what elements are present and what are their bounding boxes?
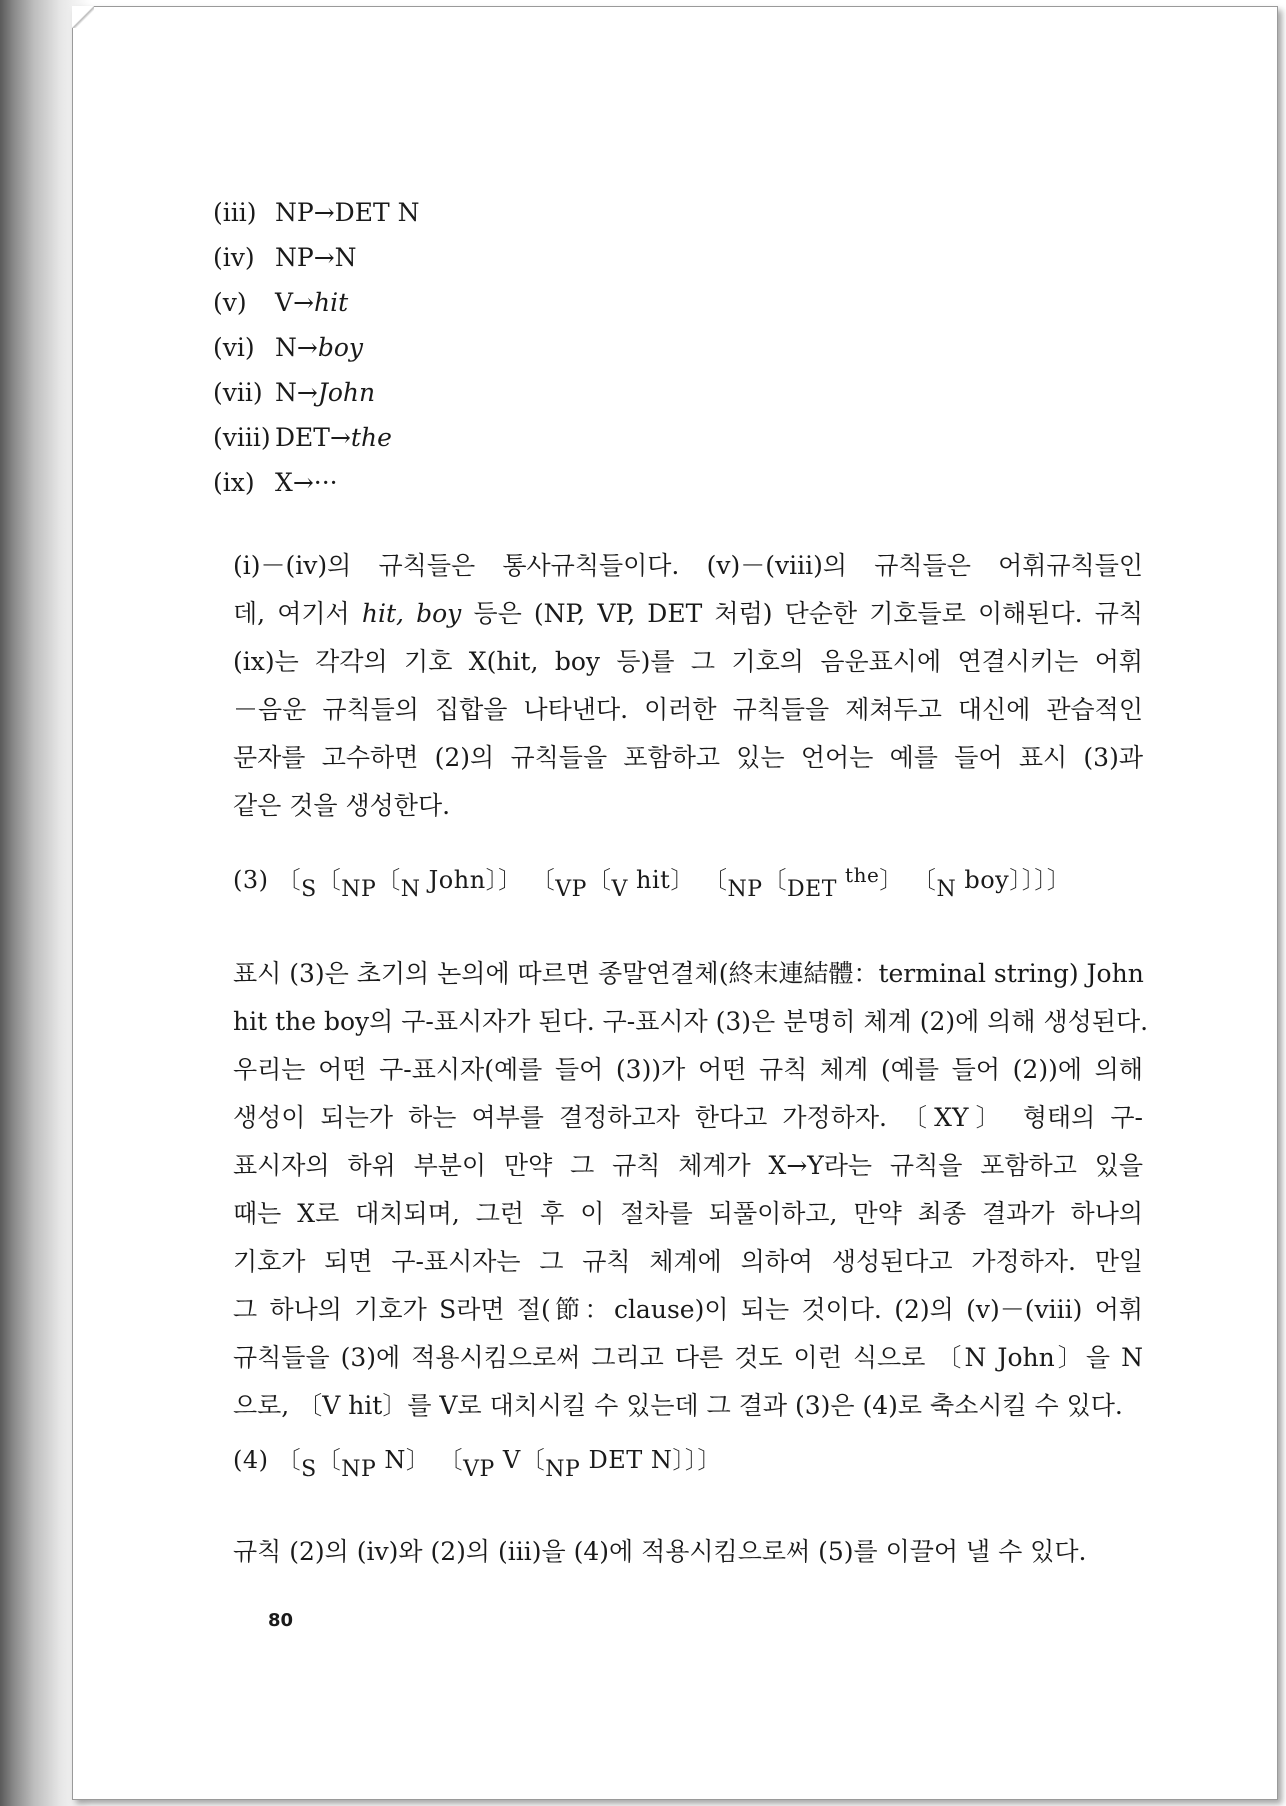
rule-item	[213, 415, 419, 460]
rule-rhs: DET N	[334, 198, 420, 227]
rule-rhs: John	[317, 378, 376, 407]
label-np: NP	[341, 877, 377, 902]
rule-rhs: N	[334, 243, 357, 272]
symbol-det: DET	[588, 1446, 643, 1474]
rule-item	[213, 190, 419, 235]
text-line: 표시자의 하위 부분이 만약 그 규칙 체계가 X→Y라는 규칙을 포함하고 있을	[233, 1151, 1143, 1180]
arrow-icon: →	[292, 468, 314, 497]
rule-number: (vi)	[213, 333, 255, 362]
rule-lhs: DET	[275, 423, 330, 452]
text-line: 으로, 〔V hit〕를 V로 대치시킬 수 있는데 그 결과 (3)은 (4)로 축소시킬 수 있다.	[233, 1391, 1123, 1420]
rule-number: (ix)	[213, 468, 255, 497]
label-np: NP	[545, 1457, 581, 1482]
symbol-n: N	[384, 1446, 406, 1474]
rule-lhs: N	[275, 378, 297, 407]
formula-label: (3)	[233, 866, 269, 894]
rule-lhs: X	[275, 468, 293, 497]
label-v: V	[611, 877, 628, 902]
arrow-icon: →	[296, 333, 318, 362]
arrow-icon: →	[329, 423, 351, 452]
rule-item	[213, 325, 419, 370]
rule-item	[213, 280, 419, 325]
word-the: the	[845, 863, 880, 887]
label-np: NP	[341, 1457, 377, 1482]
rule-number: (vii)	[213, 378, 263, 407]
formula-label: (4)	[233, 1446, 269, 1474]
rule-lhs: N	[275, 333, 297, 362]
text-line: 우리는 어떤 구-표시자(예를 들어 (3))가 어떤 규칙 체계 (예를 들어 (2))에 의해	[233, 1055, 1143, 1084]
page-corner-fold	[72, 6, 94, 28]
rule-list	[213, 190, 419, 505]
text-line: 규칙들을 (3)에 적용시킴으로써 그리고 다른 것도 이런 식으로 〔N John〕을 N	[233, 1343, 1143, 1372]
text-line: (ix)는 각각의 기호 X(hit, boy 등)를 그 기호의 음운표시에 연결시키는 어휘	[233, 647, 1143, 676]
text-line: 같은 것을 생성한다.	[233, 791, 451, 820]
label-s: S	[301, 877, 317, 902]
rule-rhs: boy	[317, 333, 364, 362]
text-line: 그 하나의 기호가 S라면 절(節：clause)이 되는 것이다. (2)의 (v)－(viii) 어휘	[233, 1295, 1143, 1324]
rule-rhs: hit	[314, 288, 349, 317]
text-line: 생성이 되는가 하는 여부를 결정하고자 한다고 가정하자. 〔XY〕 형태의 구-	[233, 1103, 1143, 1132]
label-n: N	[400, 877, 421, 902]
formula-4: (4) 〔$_S$〔$_{NP}$ N〕 〔$_{VP}$ V〔$_{NP}$ DET N〕〕〕	[233, 1446, 722, 1482]
word-hit: hit	[636, 866, 671, 894]
word-john: John	[428, 866, 486, 894]
rule-lhs: NP	[275, 243, 314, 272]
rule-rhs: the	[350, 423, 392, 452]
rule-number: (iv)	[213, 243, 255, 272]
rule-item	[213, 370, 419, 415]
text-line: 규칙 (2)의 (iv)와 (2)의 (iii)을 (4)에 적용시킴으로써 (5)를 이끌어 낼 수 있다.	[233, 1537, 1087, 1566]
text-line: 때는 X로 대치되며, 그런 후 이 절차를 되풀이하고, 만약 최종 결과가 하나의	[233, 1199, 1143, 1228]
text-line: 기호가 되면 구-표시자는 그 규칙 체계에 의하여 생성된다고 가정하자. 만일	[233, 1247, 1143, 1276]
rule-number: (iii)	[213, 198, 257, 227]
rule-item	[213, 235, 419, 280]
paragraph-2	[233, 950, 1149, 1430]
label-n: N	[936, 877, 957, 902]
page-number: 80	[268, 1610, 294, 1631]
symbol-n: N	[650, 1446, 673, 1474]
rule-item	[213, 460, 419, 505]
text-line: －음운 규칙들의 집합을 나타낸다. 이러한 규칙들을 제쳐두고 대신에 관습적인	[233, 695, 1143, 724]
arrow-icon: →	[296, 378, 318, 407]
text-line: 데, 여기서 hit, boy 등은 (NP, VP, DET 처럼) 단순한 기호들로 이해된다. 규칙	[233, 599, 1143, 628]
label-det: DET	[787, 877, 837, 902]
text-line: 문자를 고수하면 (2)의 규칙들을 포함하고 있는 언어는 예를 들어 표시 (3)과	[233, 743, 1143, 772]
text-line: hit the boy의 구-표시자가 된다. 구-표시자 (3)은 분명히 체계 (2)에 의해 생성된다.	[233, 1007, 1149, 1036]
arrow-icon: →	[293, 288, 315, 317]
arrow-icon: →	[313, 243, 335, 272]
arrow-icon: →	[313, 198, 335, 227]
rule-number: (viii)	[213, 423, 271, 452]
paragraph-1	[233, 542, 1143, 830]
label-np: NP	[727, 877, 763, 902]
label-vp: VP	[463, 1457, 495, 1482]
formula-3: (3) 〔$_S$〔$_{NP}$〔$_N$ John〕〕 〔$_{VP}$〔$_V$ hit〕 〔$_{NP}$〔$_{DET}$ $^{the}$〕 〔$_N$ boy〕〕〕〕	[233, 863, 1072, 902]
symbol-v: V	[502, 1446, 521, 1474]
rule-number: (v)	[213, 288, 247, 317]
rule-rhs: ···	[313, 468, 338, 497]
word-boy: boy	[964, 866, 1010, 894]
label-vp: VP	[555, 877, 587, 902]
paragraph-3	[233, 1528, 1143, 1576]
rule-lhs: V	[275, 288, 294, 317]
text-line: (i)－(iv)의 규칙들은 통사규칙들이다. (v)－(viii)의 규칙들은 어휘규칙들인	[233, 551, 1143, 580]
rule-lhs: NP	[275, 198, 314, 227]
text-line: 표시 (3)은 초기의 논의에 따르면 종말연결체(終末連結體：terminal string) John	[233, 959, 1144, 988]
label-s: S	[301, 1457, 317, 1482]
